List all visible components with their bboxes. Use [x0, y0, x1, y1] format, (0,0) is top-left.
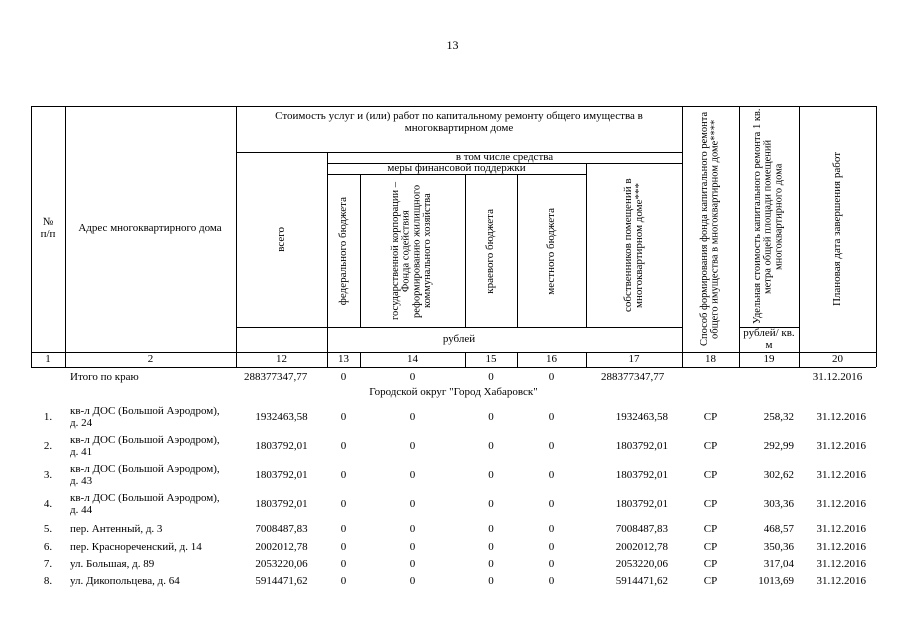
header-method-text: Способ формирования фонда капитального ремонта общего имущества в многоквартирном доме**** [698, 111, 721, 347]
border-right [876, 106, 877, 367]
cell-local: 0 [548, 440, 555, 453]
cell-regional: 0 [488, 558, 494, 571]
totals-local: 0 [548, 371, 555, 384]
cell-federal: 0 [340, 575, 347, 588]
header-total-text: всего [274, 227, 287, 252]
cell-local: 0 [548, 469, 555, 482]
cell-federal: 0 [340, 469, 347, 482]
cell-regional: 0 [488, 498, 494, 511]
cell-fund: 0 [409, 440, 416, 453]
header-specific-text: Удельная стоимость капитального ремонта 1 кв. метра общей площади помещений многоквартирного дома [751, 108, 785, 325]
totals-label: Итого по краю [70, 371, 139, 384]
header-rub: рублей [442, 332, 476, 345]
cell-specific: 317,04 [763, 558, 794, 571]
col-number: 12 [276, 352, 287, 365]
cell-specific: 292,99 [763, 440, 794, 453]
header-specific-unit: рублей/ кв. м [743, 326, 795, 351]
header-local [517, 178, 586, 324]
header-fund-text: государственной корпорации – Фонда содействия реформированию жилищного коммунального хозяйства [390, 181, 434, 321]
cell-fund: 0 [409, 523, 416, 536]
cell-date: 31.12.2016 [816, 469, 866, 482]
cell-specific: 303,36 [763, 498, 794, 511]
totals-total: 288377347,77 [244, 371, 308, 384]
cell-date: 31.12.2016 [816, 558, 866, 571]
cell-date: 31.12.2016 [816, 440, 866, 453]
cell-address: ул. Дикопольцева, д. 64 [70, 575, 180, 588]
header-owners [586, 167, 682, 324]
totals-regional: 0 [488, 371, 494, 384]
cell-owners: 1803792,01 [615, 498, 668, 511]
cell-regional: 0 [488, 469, 494, 482]
cell-fund: 0 [409, 498, 416, 511]
cell-n: 3. [43, 469, 53, 482]
cell-local: 0 [548, 558, 555, 571]
cell-fund: 0 [409, 575, 416, 588]
cell-n: 4. [43, 498, 53, 511]
cell-method: СР [703, 469, 718, 482]
cell-n: 7. [43, 558, 53, 571]
header-method [682, 108, 739, 350]
cell-local: 0 [548, 411, 555, 424]
cell-total: 2053220,06 [255, 558, 308, 571]
cell-method: СР [703, 541, 718, 554]
col-number: 17 [628, 352, 640, 365]
cell-method: СР [703, 498, 718, 511]
cell-total: 5914471,62 [255, 575, 308, 588]
cell-owners: 2002012,78 [615, 541, 668, 554]
cell-owners: 7008487,83 [615, 523, 668, 536]
cell-n: 2. [43, 440, 53, 453]
cell-federal: 0 [340, 498, 347, 511]
header-local-text: местного бюджета [544, 207, 557, 295]
cell-method: СР [703, 440, 718, 453]
cell-federal: 0 [340, 541, 347, 554]
col-number: 14 [407, 352, 418, 365]
col-number: 19 [763, 352, 775, 365]
cell-specific: 350,36 [763, 541, 794, 554]
cell-regional: 0 [488, 575, 494, 588]
header-deadline-text: Плановая дата завершения работ [830, 151, 843, 307]
cell-fund: 0 [409, 541, 416, 554]
cell-total: 2002012,78 [255, 541, 308, 554]
cell-method: СР [703, 575, 718, 588]
header-support: меры финансовой поддержки [387, 161, 526, 174]
header-deadline [799, 108, 876, 350]
header-including: в том числе средства [455, 150, 554, 163]
cell-specific: 302,62 [763, 469, 794, 482]
totals-date: 31.12.2016 [812, 371, 863, 384]
cell-local: 0 [548, 541, 555, 554]
cell-n: 1. [43, 411, 53, 424]
col-number: 20 [832, 352, 843, 365]
cell-specific: 1013,69 [758, 575, 794, 588]
cell-regional: 0 [488, 411, 494, 424]
cell-federal: 0 [340, 558, 347, 571]
cell-n: 8. [43, 575, 53, 588]
cell-address: кв-л ДОС (Большой Аэродром), д. 41 [70, 434, 220, 458]
col-divider [65, 106, 66, 367]
cell-n: 6. [43, 541, 53, 554]
header-fund [360, 178, 465, 324]
col-number: 2 [147, 352, 154, 365]
cell-owners: 2053220,06 [615, 558, 668, 571]
header-total [236, 152, 327, 327]
header-cost-group: Стоимость услуг и (или) работ по капитальному ремонту общего имущества в многоквартирном доме [275, 110, 643, 134]
cell-specific: 258,32 [763, 411, 794, 424]
header-specific [739, 108, 799, 325]
cell-total: 1803792,01 [255, 469, 308, 482]
cell-local: 0 [548, 498, 555, 511]
header-num: № п/п [40, 216, 56, 240]
cell-regional: 0 [488, 523, 494, 536]
cell-regional: 0 [488, 440, 494, 453]
cell-total: 1803792,01 [255, 498, 308, 511]
cell-total: 1803792,01 [255, 440, 308, 453]
cell-method: СР [703, 411, 718, 424]
cell-owners: 1803792,01 [615, 440, 668, 453]
cell-owners: 5914471,62 [615, 575, 668, 588]
header-owners-text: собственников помещений в многоквартирном доме*** [621, 178, 645, 313]
totals-owners: 288377347,77 [601, 371, 665, 384]
cell-address: кв-л ДОС (Большой Аэродром), д. 44 [70, 492, 220, 516]
cell-method: СР [703, 523, 718, 536]
totals-fund: 0 [409, 371, 416, 384]
cell-total: 7008487,83 [255, 523, 308, 536]
cell-owners: 1803792,01 [615, 469, 668, 482]
header-federal [327, 178, 360, 324]
cell-address: ул. Большая, д. 89 [70, 558, 155, 571]
cell-date: 31.12.2016 [816, 575, 866, 588]
cell-total: 1932463,58 [255, 411, 308, 424]
cell-fund: 0 [409, 558, 416, 571]
col-number: 18 [705, 352, 716, 365]
cell-address: кв-л ДОС (Большой Аэродром), д. 24 [70, 405, 220, 429]
cell-federal: 0 [340, 523, 347, 536]
cell-fund: 0 [409, 411, 416, 424]
cell-specific: 468,57 [763, 523, 794, 536]
cell-date: 31.12.2016 [816, 498, 866, 511]
cell-regional: 0 [488, 541, 494, 554]
cell-federal: 0 [340, 411, 347, 424]
cell-address: кв-л ДОС (Большой Аэродром), д. 43 [70, 463, 220, 487]
district-heading: Городской округ "Город Хабаровск" [369, 386, 538, 399]
header-address: Адрес многоквартирного дома [78, 222, 222, 235]
cell-local: 0 [548, 575, 555, 588]
cell-date: 31.12.2016 [816, 523, 866, 536]
col-number: 13 [338, 352, 349, 365]
cell-owners: 1932463,58 [615, 411, 668, 424]
cell-fund: 0 [409, 469, 416, 482]
cell-method: СР [703, 558, 718, 571]
cell-local: 0 [548, 523, 555, 536]
col-number: 15 [485, 352, 497, 365]
col-number: 16 [546, 352, 557, 365]
cell-address: пер. Краснореченский, д. 14 [70, 541, 202, 554]
cell-federal: 0 [340, 440, 347, 453]
header-regional [465, 178, 517, 324]
header-federal-text: федерального бюджета [336, 196, 349, 306]
col-number: 1 [45, 352, 51, 365]
cell-address: пер. Антенный, д. 3 [70, 523, 163, 536]
column-number-bottom-border [31, 367, 876, 368]
cell-date: 31.12.2016 [816, 541, 866, 554]
header-regional-text: краевого бюджета [484, 208, 497, 294]
cell-date: 31.12.2016 [816, 411, 866, 424]
page-number: 13 [446, 38, 459, 52]
totals-federal: 0 [340, 371, 347, 384]
cell-n: 5. [43, 523, 53, 536]
